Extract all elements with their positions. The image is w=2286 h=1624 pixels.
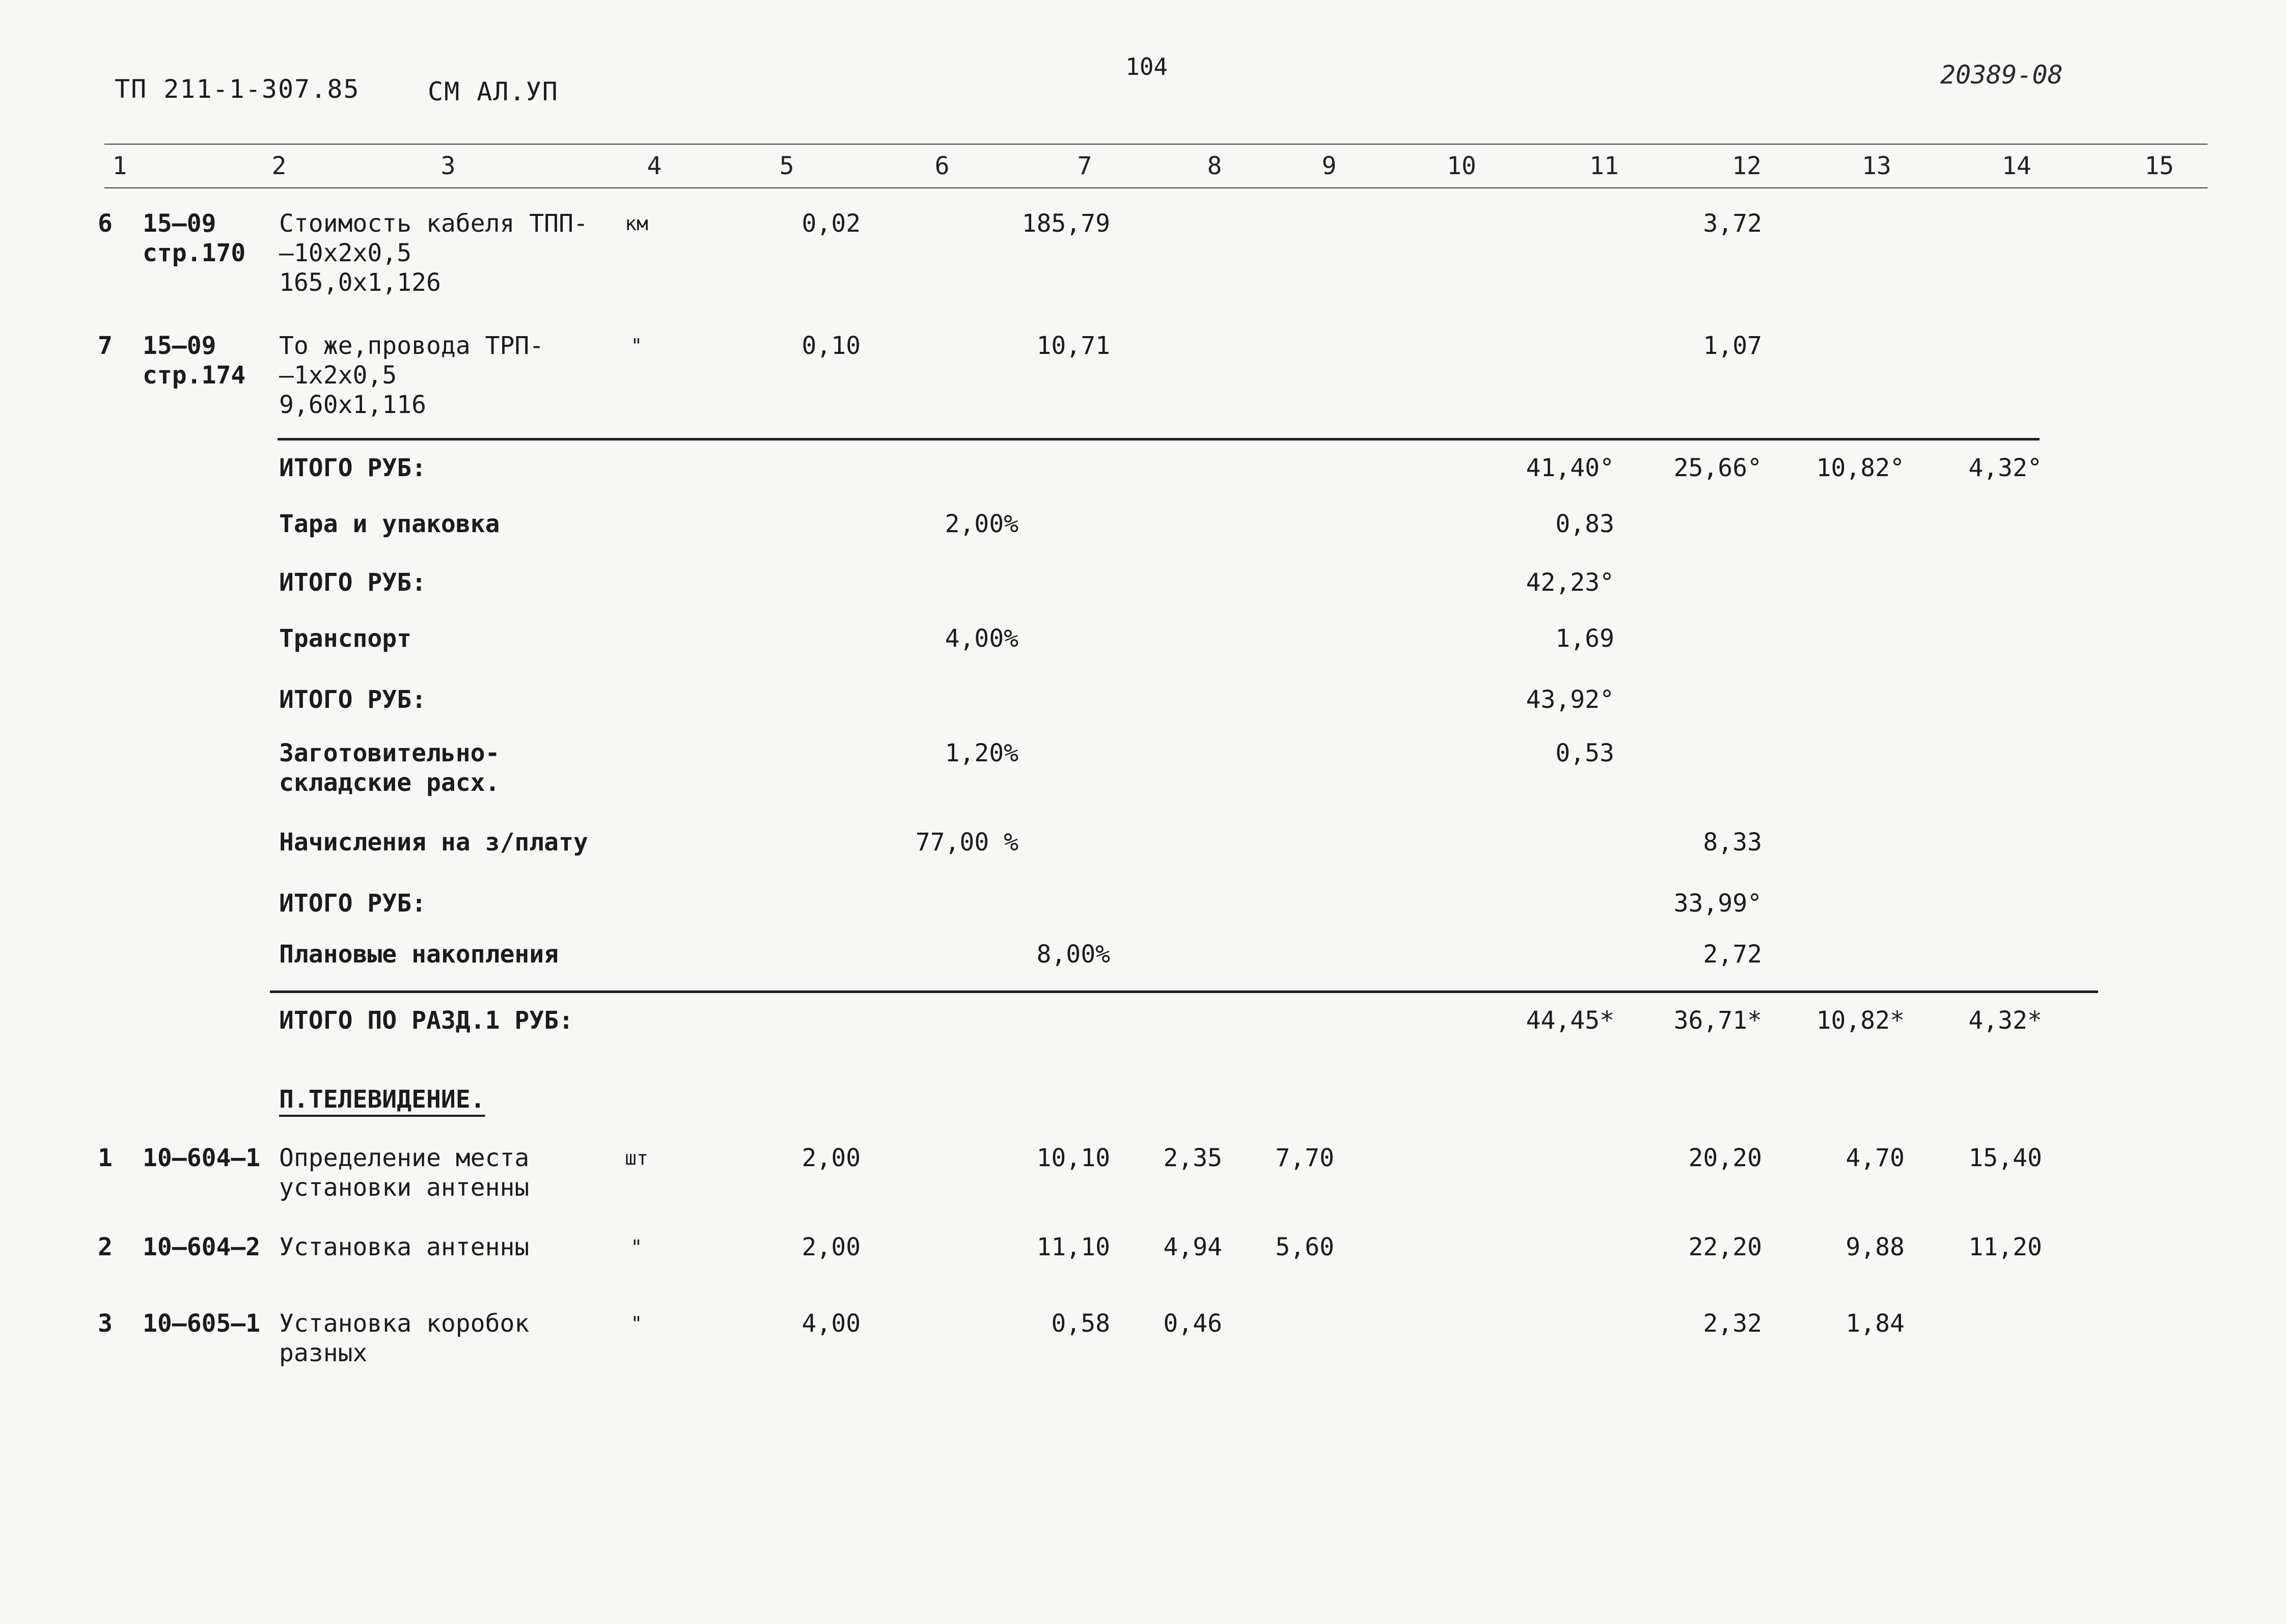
unit-of-measure: ": [630, 1236, 643, 1258]
item-description: Установка антенны: [279, 1233, 530, 1261]
value-col-6: 77,00 %: [915, 828, 1018, 857]
value-col-12: 2,72: [1703, 940, 1762, 969]
document-subcode: СМ АЛ.УП: [428, 77, 559, 106]
page-number: 104: [1125, 53, 1168, 80]
section-title: П.ТЕЛЕВИДЕНИЕ.: [279, 1085, 485, 1114]
value-col-12: 22,20: [1688, 1233, 1762, 1261]
value-col-13: 9,88: [1846, 1233, 1905, 1261]
value-col-12: 20,20: [1688, 1144, 1762, 1172]
item-description: Транспорт: [279, 624, 412, 653]
value-col-8: 0,46: [1163, 1309, 1222, 1338]
value-col-6: 4,00%: [945, 624, 1018, 653]
value-col-11: 43,92°: [1526, 685, 1614, 714]
rate-code: 10–604–2: [143, 1233, 261, 1261]
item-description: ИТОГО РУБ:: [279, 454, 426, 482]
row-number: 2: [98, 1233, 113, 1261]
value-col-13: 4,70: [1846, 1144, 1905, 1172]
item-description: Начисления на з/плату: [279, 828, 588, 857]
column-number-11: 11: [1589, 152, 1619, 180]
value-col-5: 2,00: [802, 1233, 861, 1261]
column-number-15: 15: [2144, 152, 2174, 180]
column-number-3: 3: [440, 152, 456, 180]
item-description: Тара и упаковка: [279, 510, 500, 538]
row-number: 3: [98, 1309, 113, 1338]
value-col-13: 10,82°: [1816, 454, 1905, 482]
value-col-7: 11,10: [1036, 1233, 1110, 1261]
row-number: 7: [98, 332, 113, 360]
value-col-11: 42,23°: [1526, 568, 1614, 597]
value-col-12: 2,32: [1703, 1309, 1762, 1338]
value-col-11: 1,69: [1555, 624, 1614, 653]
unit-of-measure: ": [630, 335, 643, 357]
value-col-14: 4,32°: [1968, 454, 2042, 482]
value-col-11: 0,83: [1555, 510, 1614, 538]
value-col-12: 8,33: [1703, 828, 1762, 857]
item-description: Установка коробок разных: [279, 1309, 530, 1367]
column-number-10: 10: [1447, 152, 1476, 180]
header-bottom-rule: [104, 187, 2208, 188]
item-description: ИТОГО РУБ:: [279, 685, 426, 714]
item-description: ИТОГО РУБ:: [279, 568, 426, 597]
value-col-7: 10,10: [1036, 1144, 1110, 1172]
row-number: 1: [98, 1144, 113, 1172]
unit-of-measure: ": [630, 1312, 643, 1335]
value-col-5: 0,02: [802, 209, 861, 238]
value-col-5: 0,10: [802, 332, 861, 360]
rate-code: 10–604–1: [143, 1144, 261, 1172]
value-col-7: 10,71: [1036, 332, 1110, 360]
rate-code: 15–09 стр.170: [143, 209, 246, 267]
rate-code: 15–09 стр.174: [143, 332, 246, 390]
document-id: 20389-08: [1940, 60, 2063, 90]
column-number-2: 2: [271, 152, 287, 180]
column-number-6: 6: [934, 152, 950, 180]
value-col-11: 41,40°: [1526, 454, 1614, 482]
column-number-8: 8: [1207, 152, 1222, 180]
value-col-7: 8,00%: [1036, 940, 1110, 969]
column-number-9: 9: [1321, 152, 1337, 180]
item-description: Заготовительно- складские расх.: [279, 739, 500, 797]
item-description: Стоимость кабеля ТПП- –10х2х0,5 165,0х1,126: [279, 209, 588, 297]
value-col-6: 1,20%: [945, 739, 1018, 767]
value-col-14: 4,32*: [1968, 1006, 2042, 1035]
column-number-13: 13: [1862, 152, 1891, 180]
column-number-7: 7: [1077, 152, 1092, 180]
value-col-8: 2,35: [1163, 1144, 1222, 1172]
column-number-14: 14: [2002, 152, 2031, 180]
value-col-6: 2,00%: [945, 510, 1018, 538]
unit-of-measure: км: [625, 212, 648, 235]
value-col-13: 1,84: [1846, 1309, 1905, 1338]
value-col-13: 10,82*: [1816, 1006, 1905, 1035]
value-col-9: 5,60: [1275, 1233, 1334, 1261]
unit-of-measure: шт: [625, 1147, 648, 1169]
row-number: 6: [98, 209, 113, 238]
item-description: ИТОГО ПО РАЗД.1 РУБ:: [279, 1006, 573, 1035]
value-col-5: 4,00: [802, 1309, 861, 1338]
header-top-rule: [104, 144, 2208, 145]
rate-code: 10–605–1: [143, 1309, 261, 1338]
column-number-1: 1: [112, 152, 127, 180]
value-col-12: 36,71*: [1673, 1006, 1762, 1035]
value-col-5: 2,00: [802, 1144, 861, 1172]
value-col-11: 44,45*: [1526, 1006, 1614, 1035]
value-col-12: 25,66°: [1673, 454, 1762, 482]
value-col-7: 0,58: [1051, 1309, 1110, 1338]
value-col-12: 1,07: [1703, 332, 1762, 360]
subtotal-rule: [278, 438, 2040, 441]
value-col-14: 15,40: [1968, 1144, 2042, 1172]
item-description: ИТОГО РУБ:: [279, 889, 426, 918]
column-number-5: 5: [779, 152, 794, 180]
value-col-9: 7,70: [1275, 1144, 1334, 1172]
column-number-4: 4: [647, 152, 662, 180]
value-col-7: 185,79: [1022, 209, 1110, 238]
document-code: ТП 211-1-307.85: [115, 74, 360, 104]
value-col-12: 33,99°: [1673, 889, 1762, 918]
value-col-12: 3,72: [1703, 209, 1762, 238]
item-description: То же,провода ТРП- –1х2х0,5 9,60х1,116: [279, 332, 544, 419]
column-number-12: 12: [1732, 152, 1761, 180]
value-col-8: 4,94: [1163, 1233, 1222, 1261]
item-description: Плановые накопления: [279, 940, 559, 969]
item-description: Определение места установки антенны: [279, 1144, 530, 1202]
value-col-11: 0,53: [1555, 739, 1614, 767]
section-total-rule: [270, 990, 2098, 993]
value-col-14: 11,20: [1968, 1233, 2042, 1261]
